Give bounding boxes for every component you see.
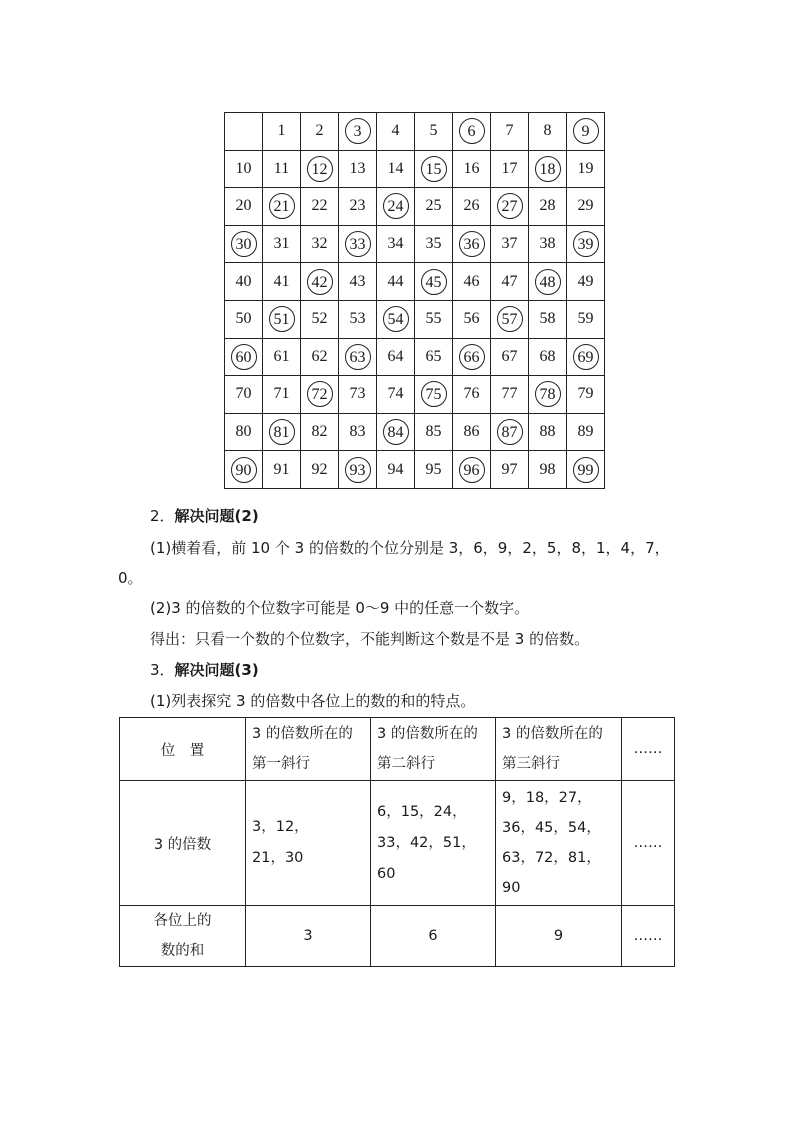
grid-cell: [225, 188, 263, 226]
grid-cell: [339, 413, 377, 451]
circled-number: 99: [573, 457, 599, 483]
circled-number: 57: [497, 306, 523, 332]
number: 4: [391, 122, 400, 140]
grid-cell: [567, 263, 605, 301]
grid-row: [225, 150, 605, 188]
number: 61: [273, 347, 290, 365]
circled-number: 12: [307, 156, 333, 182]
grid-cell-empty: [225, 113, 263, 151]
grid-cell: [225, 451, 263, 489]
grid-cell: [415, 376, 453, 414]
grid-cell: [453, 225, 491, 263]
circled-number: 96: [459, 457, 485, 483]
circled-number: 60: [231, 344, 257, 370]
grid-cell: [453, 188, 491, 226]
grid-cell: [415, 225, 453, 263]
number: 8: [543, 122, 552, 140]
grid-cell: [453, 413, 491, 451]
grid-cell: [529, 300, 567, 338]
grid-cell: [339, 376, 377, 414]
grid-cell: [567, 376, 605, 414]
grid-cell: [301, 413, 339, 451]
grid-cell: [225, 376, 263, 414]
section2-conclusion: 得出：只看一个数的个位数字，不能判断这个数是不是 3 的倍数。: [150, 630, 590, 648]
grid-cell: [453, 150, 491, 188]
number: 92: [311, 460, 328, 478]
grid-cell: [339, 113, 377, 151]
grid-cell: [225, 263, 263, 301]
grid-cell: [415, 300, 453, 338]
grid-row: [225, 376, 605, 414]
number: 89: [577, 423, 594, 441]
hundred-chart: [224, 112, 605, 489]
grid-cell: [301, 376, 339, 414]
number: 14: [387, 159, 404, 177]
number: 28: [539, 197, 556, 215]
circled-number: 45: [421, 269, 447, 295]
grid-cell: [415, 150, 453, 188]
grid-cell: [263, 188, 301, 226]
number: 50: [235, 310, 252, 328]
circled-number: 75: [421, 381, 447, 407]
grid-cell: [491, 376, 529, 414]
grid-cell: [415, 413, 453, 451]
grid-cell: [491, 113, 529, 151]
number: 34: [387, 235, 404, 253]
number: 80: [235, 423, 252, 441]
grid-cell: [453, 376, 491, 414]
grid-cell: [529, 413, 567, 451]
grid-cell: [377, 413, 415, 451]
circled-number: 87: [497, 419, 523, 445]
number: 43: [349, 272, 366, 290]
grid-cell: [301, 188, 339, 226]
grid-cell: [377, 376, 415, 414]
circled-number: 39: [573, 231, 599, 257]
number: 85: [425, 423, 442, 441]
grid-cell: [225, 300, 263, 338]
table-row-digit-sum: [120, 906, 675, 967]
grid-row: [225, 338, 605, 376]
circled-number: 63: [345, 344, 371, 370]
number: 73: [349, 385, 366, 403]
grid-cell: [377, 451, 415, 489]
number: 40: [235, 272, 252, 290]
multiples-diagonal-1: 3，12， 21，30: [246, 781, 371, 906]
circled-number: 90: [231, 457, 257, 483]
grid-cell: [339, 263, 377, 301]
circled-number: 27: [497, 193, 523, 219]
grid-cell: [339, 451, 377, 489]
number: 97: [501, 460, 518, 478]
grid-row: [225, 188, 605, 226]
number: 55: [425, 310, 442, 328]
grid-cell: [263, 376, 301, 414]
number: 94: [387, 460, 404, 478]
grid-cell: [225, 225, 263, 263]
circled-number: 51: [269, 306, 295, 332]
number: 32: [311, 235, 328, 253]
circled-number: 36: [459, 231, 485, 257]
grid-cell: [301, 113, 339, 151]
number: 58: [539, 310, 556, 328]
grid-cell: [567, 113, 605, 151]
number: 13: [349, 159, 366, 177]
grid-cell: [415, 113, 453, 151]
grid-row: [225, 413, 605, 451]
grid-cell: [377, 225, 415, 263]
grid-cell: [339, 150, 377, 188]
number: 41: [273, 272, 290, 290]
circled-number: 30: [231, 231, 257, 257]
grid-cell: [529, 376, 567, 414]
number: 38: [539, 235, 556, 253]
header-diagonal-3: 3 的倍数所在的 第三斜行: [496, 718, 622, 781]
circled-number: 18: [535, 156, 561, 182]
grid-cell: [491, 150, 529, 188]
number: 29: [577, 197, 594, 215]
grid-cell: [453, 451, 491, 489]
circled-number: 69: [573, 344, 599, 370]
number: 7: [505, 122, 514, 140]
grid-row: [225, 113, 605, 151]
number: 56: [463, 310, 480, 328]
grid-cell: [529, 225, 567, 263]
grid-cell: [567, 451, 605, 489]
grid-cell: [225, 338, 263, 376]
number: 26: [463, 197, 480, 215]
section3-paragraph1: (1)列表探究 3 的倍数中各位上的数的和的特点。: [150, 692, 476, 710]
grid-row: [225, 225, 605, 263]
grid-cell: [453, 113, 491, 151]
grid-cell: [301, 150, 339, 188]
number: 88: [539, 423, 556, 441]
circled-number: 21: [269, 193, 295, 219]
grid-cell: [263, 451, 301, 489]
grid-cell: [567, 188, 605, 226]
grid-cell: [301, 225, 339, 263]
number: 82: [311, 423, 328, 441]
number: 65: [425, 347, 442, 365]
number: 98: [539, 460, 556, 478]
number: 49: [577, 272, 594, 290]
grid-cell: [377, 338, 415, 376]
grid-cell: [453, 300, 491, 338]
grid-cell: [263, 113, 301, 151]
grid-cell: [377, 188, 415, 226]
number: 16: [463, 159, 480, 177]
row-label-digit-sum: 各位上的 数的和: [120, 906, 246, 967]
grid-cell: [263, 150, 301, 188]
number: 71: [273, 385, 290, 403]
grid-cell: [567, 413, 605, 451]
circled-number: 48: [535, 269, 561, 295]
grid-cell: [263, 413, 301, 451]
header-diagonal-1: 3 的倍数所在的 第一斜行: [246, 718, 371, 781]
grid-cell: [225, 150, 263, 188]
number: 76: [463, 385, 480, 403]
grid-cell: [225, 413, 263, 451]
circled-number: 81: [269, 419, 295, 445]
grid-cell: [529, 451, 567, 489]
number: 67: [501, 347, 518, 365]
row-label-multiples: 3 的倍数: [120, 781, 246, 906]
number: 74: [387, 385, 404, 403]
table-row-multiples: [120, 781, 675, 906]
sum-of-digits-table: [119, 717, 675, 967]
number: 86: [463, 423, 480, 441]
grid-cell: [491, 263, 529, 301]
number: 70: [235, 385, 252, 403]
grid-cell: [415, 263, 453, 301]
multiples-diagonal-2: 6，15，24， 33，42，51， 60: [371, 781, 496, 906]
grid-cell: [529, 113, 567, 151]
circled-number: 78: [535, 381, 561, 407]
number: 35: [425, 235, 442, 253]
grid-cell: [339, 188, 377, 226]
section3-heading: 3．解决问题(3): [150, 661, 259, 679]
number: 20: [235, 197, 252, 215]
grid-cell: [301, 263, 339, 301]
grid-cell: [567, 225, 605, 263]
circled-number: 84: [383, 419, 409, 445]
grid-cell: [263, 263, 301, 301]
circled-number: 3: [345, 118, 371, 144]
grid-cell: [529, 188, 567, 226]
number: 22: [311, 197, 328, 215]
grid-cell: [339, 225, 377, 263]
digit-sum-more: ……: [622, 906, 675, 967]
number: 44: [387, 272, 404, 290]
number: 46: [463, 272, 480, 290]
grid-cell: [491, 451, 529, 489]
grid-cell: [301, 451, 339, 489]
grid-cell: [567, 338, 605, 376]
section2-heading: 2．解决问题(2): [150, 507, 259, 525]
number: 25: [425, 197, 442, 215]
grid-cell: [491, 338, 529, 376]
number: 19: [577, 159, 594, 177]
grid-cell: [339, 300, 377, 338]
number: 53: [349, 310, 366, 328]
number: 79: [577, 385, 594, 403]
number: 62: [311, 347, 328, 365]
number: 23: [349, 197, 366, 215]
number: 95: [425, 460, 442, 478]
header-diagonal-2: 3 的倍数所在的 第二斜行: [371, 718, 496, 781]
circled-number: 93: [345, 457, 371, 483]
number: 47: [501, 272, 518, 290]
digit-sum-diagonal-1: 3: [246, 906, 371, 967]
grid-cell: [567, 300, 605, 338]
number: 64: [387, 347, 404, 365]
section2-paragraph2: (2)3 的倍数的个位数字可能是 0～9 中的任意一个数字。: [150, 599, 530, 617]
grid-row: [225, 263, 605, 301]
number: 52: [311, 310, 328, 328]
grid-cell: [491, 300, 529, 338]
circled-number: 54: [383, 306, 409, 332]
header-position: 位 置: [120, 718, 246, 781]
grid-cell: [377, 150, 415, 188]
grid-row: [225, 451, 605, 489]
grid-cell: [415, 338, 453, 376]
grid-cell: [529, 150, 567, 188]
grid-cell: [377, 300, 415, 338]
grid-row: [225, 300, 605, 338]
section2-paragraph1-line1: (1)横着看，前 10 个 3 的倍数的个位分别是 3，6，9，2，5，8，1，4，7，: [150, 539, 670, 557]
grid-cell: [263, 338, 301, 376]
number: 10: [235, 159, 252, 177]
multiples-diagonal-3: 9，18，27， 36，45，54， 63，72，81， 90: [496, 781, 622, 906]
grid-cell: [301, 338, 339, 376]
number: 68: [539, 347, 556, 365]
circled-number: 6: [459, 118, 485, 144]
circled-number: 42: [307, 269, 333, 295]
grid-cell: [263, 300, 301, 338]
grid-cell: [567, 150, 605, 188]
grid-cell: [263, 225, 301, 263]
number: 83: [349, 423, 366, 441]
grid-cell: [377, 263, 415, 301]
grid-cell: [415, 451, 453, 489]
header-more: ……: [622, 718, 675, 781]
number: 59: [577, 310, 594, 328]
grid-cell: [529, 263, 567, 301]
circled-number: 33: [345, 231, 371, 257]
grid-cell: [491, 413, 529, 451]
grid-cell: [491, 225, 529, 263]
circled-number: 72: [307, 381, 333, 407]
grid-cell: [491, 188, 529, 226]
grid-cell: [453, 338, 491, 376]
circled-number: 66: [459, 344, 485, 370]
table-header-row: [120, 718, 675, 781]
grid-cell: [339, 338, 377, 376]
number: 17: [501, 159, 518, 177]
grid-cell: [301, 300, 339, 338]
circled-number: 9: [573, 118, 599, 144]
multiples-more: ……: [622, 781, 675, 906]
number: 1: [277, 122, 286, 140]
number: 2: [315, 122, 324, 140]
section2-paragraph1-line2: 0。: [118, 569, 143, 587]
number: 77: [501, 385, 518, 403]
number: 11: [273, 159, 290, 177]
grid-cell: [415, 188, 453, 226]
circled-number: 24: [383, 193, 409, 219]
number: 37: [501, 235, 518, 253]
grid-cell: [453, 263, 491, 301]
grid-cell: [529, 338, 567, 376]
circled-number: 15: [421, 156, 447, 182]
number: 31: [273, 235, 290, 253]
number: 91: [273, 460, 290, 478]
digit-sum-diagonal-3: 9: [496, 906, 622, 967]
digit-sum-diagonal-2: 6: [371, 906, 496, 967]
grid-cell: [377, 113, 415, 151]
number: 5: [429, 122, 438, 140]
